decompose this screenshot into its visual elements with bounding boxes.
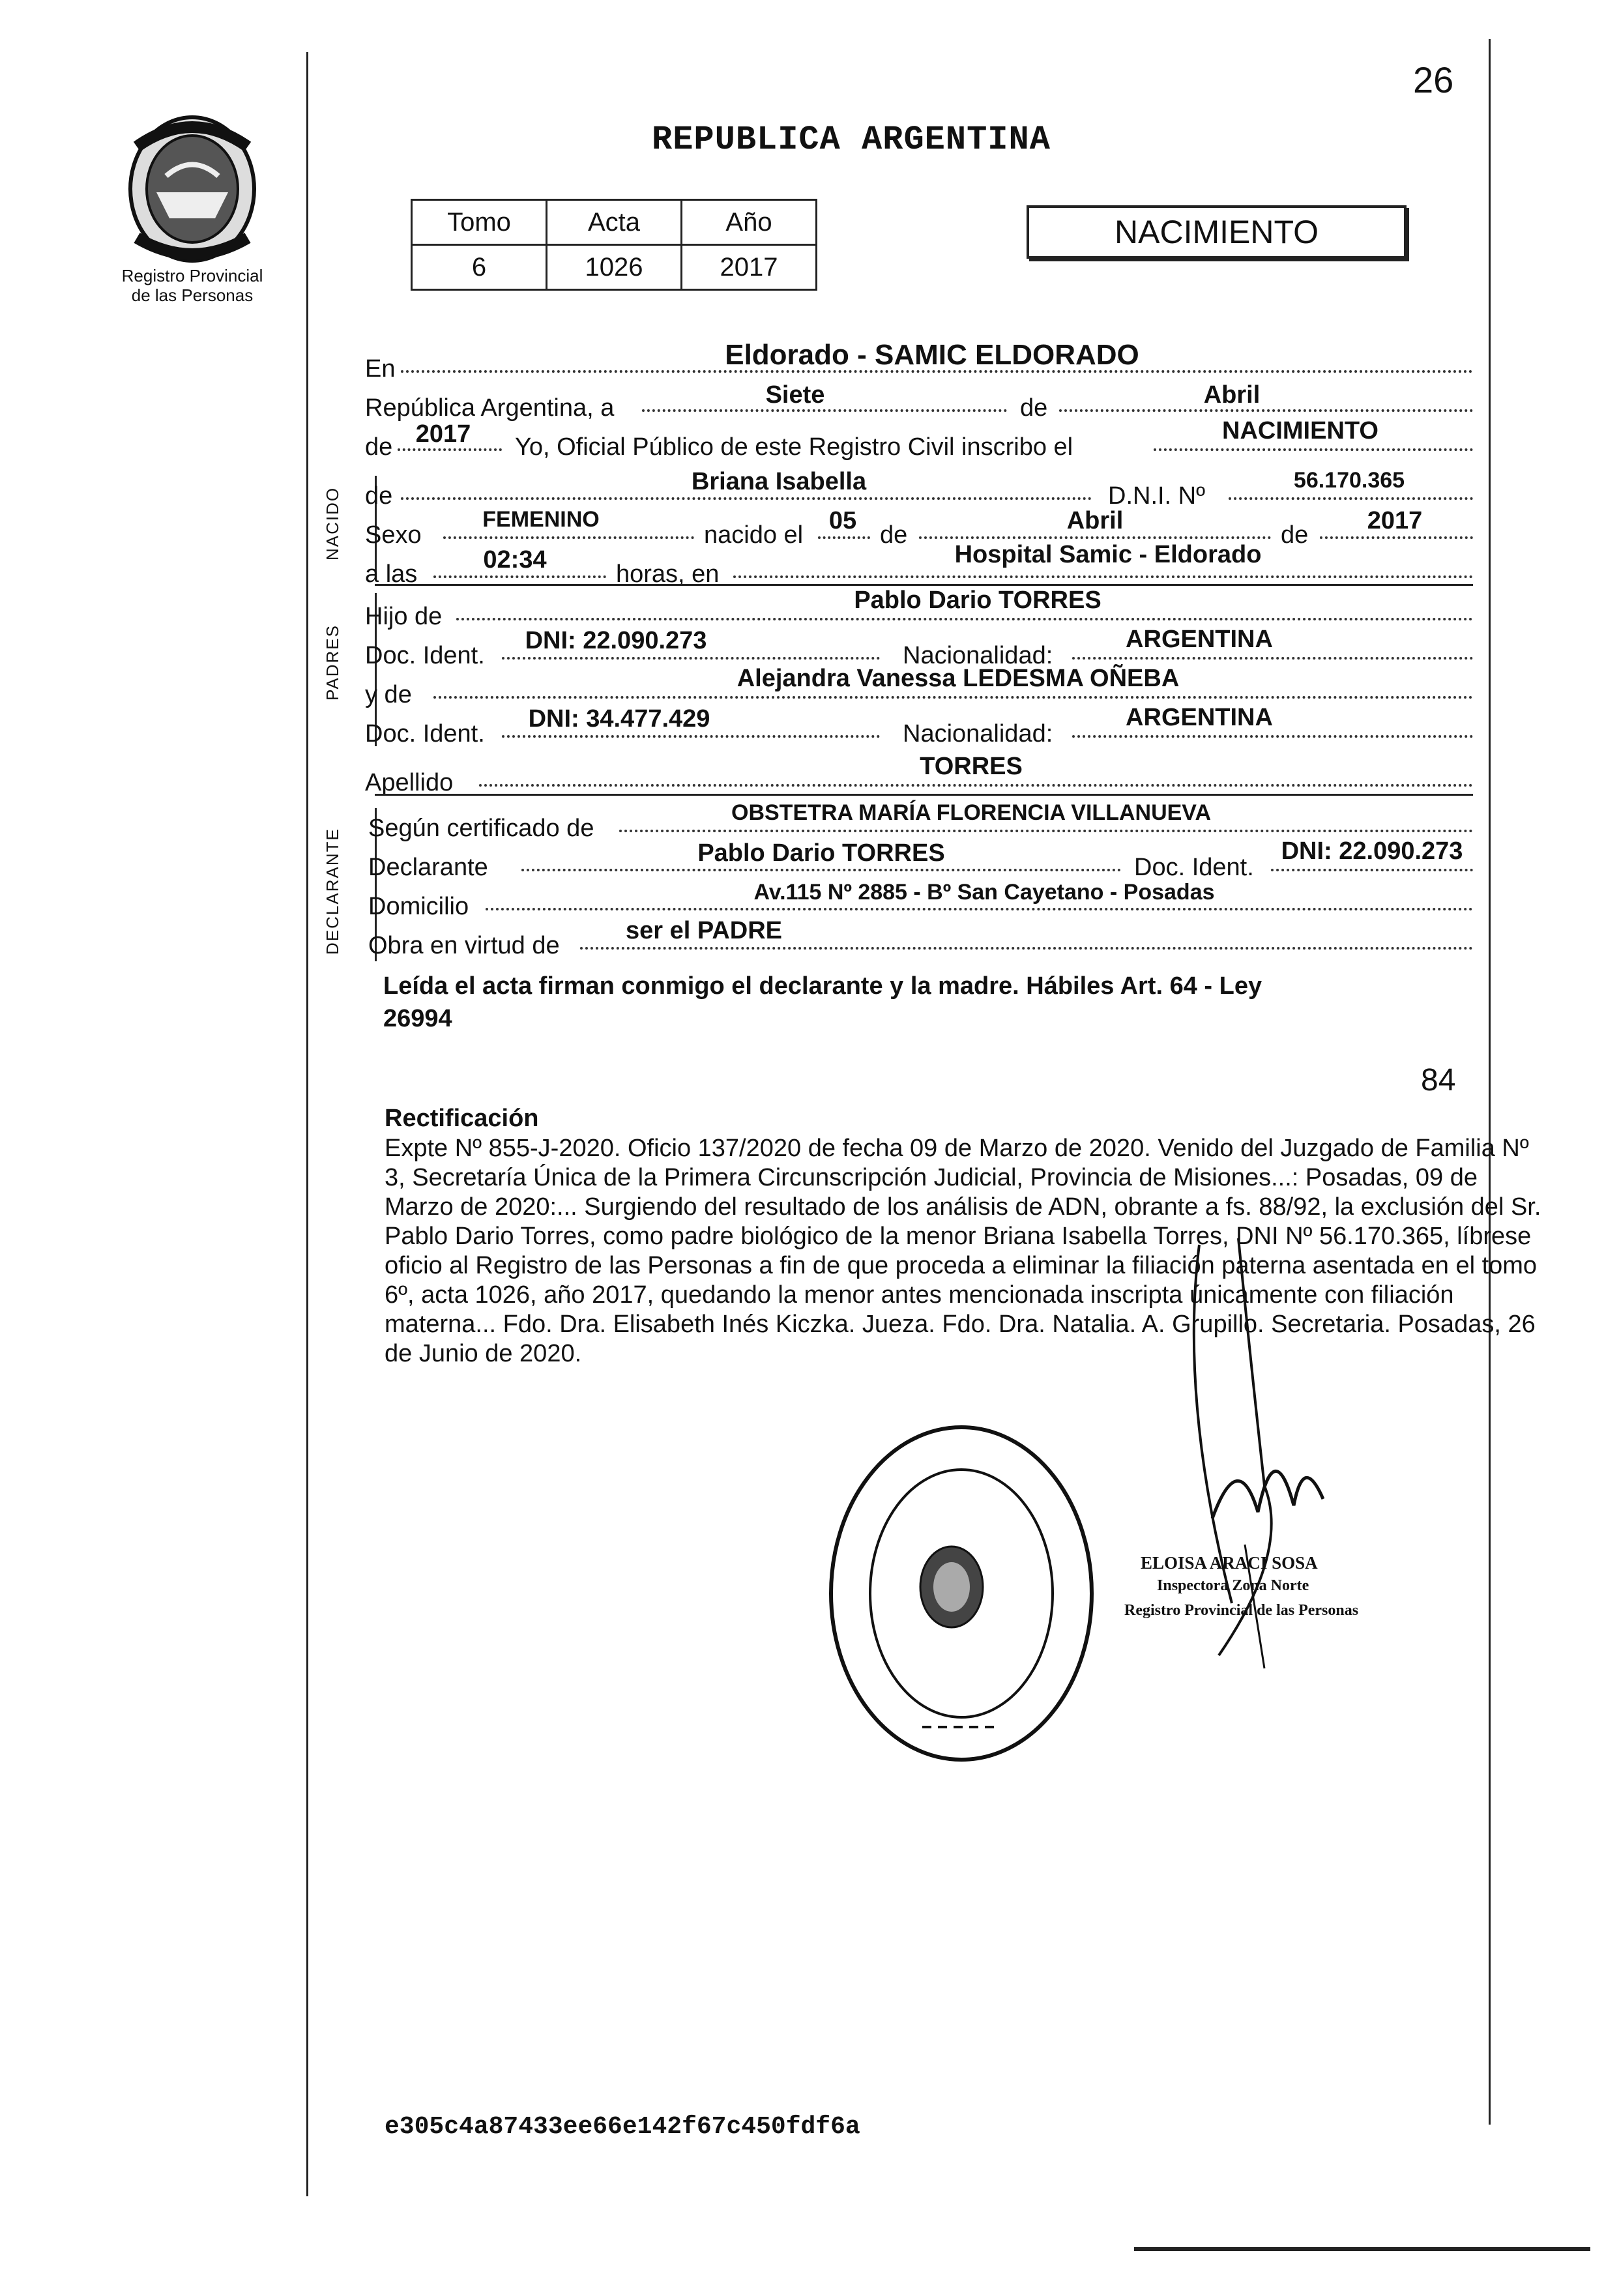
logo-caption <box>104 266 280 305</box>
provincial-seal-logo <box>117 108 267 274</box>
de-label-2: de <box>880 521 908 549</box>
domicilio-value: Av.115 Nº 2885 - Bº San Cayetano - Posadas <box>753 880 1215 905</box>
mother-doc: DNI: 34.477.429 <box>528 705 710 733</box>
closing-line1: Leída el acta firman conmigo el declarante y la madre. Hábiles Art. 64 - Ley <box>383 972 1262 1000</box>
dotted-line <box>521 869 1121 871</box>
official-stamp <box>824 1421 1098 1766</box>
dotted-line <box>502 657 880 660</box>
dotted-line <box>1072 735 1473 738</box>
en-label: En <box>365 355 396 383</box>
dni-label: D.N.I. Nº <box>1108 482 1205 510</box>
birth-month: Abril <box>1066 507 1124 534</box>
father-nat-label: Nacionalidad: <box>903 642 1053 669</box>
bottom-rule <box>1134 2247 1590 2251</box>
signature-role: Inspectora Zona Norte <box>1157 1577 1309 1594</box>
value-tomo: 6 <box>412 245 547 290</box>
republica-label: República Argentina, a <box>365 394 615 422</box>
page-number: 26 <box>1413 59 1454 100</box>
record-table <box>411 199 817 291</box>
rectificacion-body: Expte Nº 855-J-2020. Oficio 137/2020 de fecha 09 de Marzo de 2020. Venido del Juzgado de Familia Nº 3, Secretaría Única de la Primera Circunscripción Judicial, Provincia de Misiones...: Posadas, 09 de Marzo de 2020:... Surgiendo del resultado de los análisis de ADN, obrante a fs. 88/92, la exclusión del Sr. Pablo Dario Torres, como padre biológico de la menor Briana Isabella Torres, DNI Nº 56.170.365, líbrese oficio al Registro de las Personas a fin de que proceda a eliminar la filiación paterna asentada en el tomo 6º, acta 1026, año 2017, quedando la menor antes mencionada inscripta únicamente con filiación materna... Fdo. Dra. Elisabeth Inés Kiczka. Jueza. Fdo. Dra. Natalia. A. Grupillo. Secretaria. Posadas, 26 de Junio de 2020. <box>385 1135 1541 1367</box>
dotted-line <box>443 536 694 539</box>
closing-line2: 26994 <box>383 1005 452 1032</box>
apellido-label: Apellido <box>365 769 454 796</box>
apellido-value: TORRES <box>920 753 1023 780</box>
section-divider <box>375 584 1473 586</box>
act-type-box: NACIMIENTO <box>1027 205 1407 259</box>
y-de-label: y de <box>365 681 412 708</box>
act-value: NACIMIENTO <box>1222 417 1378 444</box>
cert-label: Según certificado de <box>368 815 594 842</box>
header-ano: Año <box>682 200 817 245</box>
header-tomo: Tomo <box>412 200 547 245</box>
dotted-line <box>401 497 1092 500</box>
decl-doc-label: Doc. Ident. <box>1134 854 1254 881</box>
padres-section-label: PADRES <box>323 624 342 701</box>
dotted-line <box>486 908 1473 910</box>
closing-text <box>383 970 1262 1035</box>
decl-doc-value: DNI: 22.090.273 <box>1281 837 1463 865</box>
nacido-el-label: nacido el <box>704 521 804 549</box>
year-value: 2017 <box>415 420 471 448</box>
dotted-line <box>919 536 1271 539</box>
value-acta: 1026 <box>547 245 682 290</box>
rectificacion-title: Rectificación <box>385 1105 539 1132</box>
mother-name: Alejandra Vanessa LEDESMA OÑEBA <box>737 665 1180 692</box>
obra-value: ser el PADRE <box>625 917 783 944</box>
de-name-label: de <box>365 482 393 510</box>
value-ano: 2017 <box>682 245 817 290</box>
hijo-de-label: Hijo de <box>365 603 443 630</box>
father-name: Pablo Dario TORRES <box>854 587 1101 614</box>
a-las-label: a las <box>365 560 418 588</box>
declarante-label: Declarante <box>368 854 488 881</box>
child-dni: 56.170.365 <box>1293 468 1405 493</box>
dotted-line <box>398 448 502 451</box>
declarante-value: Pablo Dario TORRES <box>697 839 945 867</box>
dotted-line <box>1059 409 1473 412</box>
birth-place: Hospital Samic - Eldorado <box>954 541 1262 568</box>
obra-label: Obra en virtud de <box>368 932 560 959</box>
mother-doc-label: Doc. Ident. <box>365 720 485 748</box>
sexo-value: FEMENINO <box>482 507 600 532</box>
horas-label: horas, en <box>616 560 720 588</box>
cert-value: OBSTETRA MARÍA FLORENCIA VILLANUEVA <box>731 800 1212 825</box>
dotted-line <box>1320 536 1473 539</box>
logo-caption-line2: de las Personas <box>131 285 254 305</box>
month-value: Abril <box>1203 381 1261 409</box>
dotted-line <box>1154 448 1473 451</box>
signature-office: Registro Provincial de las Personas <box>1124 1602 1359 1619</box>
header-acta: Acta <box>547 200 682 245</box>
document-title: REPUBLICA ARGENTINA <box>652 121 1051 159</box>
child-name: Briana Isabella <box>691 468 867 495</box>
dotted-line <box>479 784 1473 787</box>
de2-label: de <box>365 433 393 461</box>
sexo-label: Sexo <box>365 521 422 549</box>
father-doc: DNI: 22.090.273 <box>525 627 707 654</box>
dotted-line <box>1229 497 1473 500</box>
dotted-line <box>619 830 1473 832</box>
mother-nat-label: Nacionalidad: <box>903 720 1053 748</box>
birth-day: 05 <box>828 507 857 534</box>
section-divider <box>375 794 1473 796</box>
document-hash: e305c4a87433ee66e142f67c450fdf6a <box>385 2113 860 2141</box>
dotted-line <box>642 409 1007 412</box>
dotted-line <box>818 536 870 539</box>
dotted-line <box>1271 869 1473 871</box>
dotted-line <box>580 947 1473 950</box>
de-label: de <box>1020 394 1048 422</box>
dotted-line <box>456 618 1473 620</box>
left-margin-line <box>306 52 308 2196</box>
dotted-line <box>1072 657 1473 660</box>
father-nationality: ARGENTINA <box>1126 626 1273 653</box>
de-label-3: de <box>1281 521 1309 549</box>
place-value: Eldorado - SAMIC ELDORADO <box>725 339 1139 371</box>
birth-year: 2017 <box>1367 507 1423 534</box>
nacido-section-label: NACIDO <box>323 486 342 560</box>
dotted-line <box>433 696 1473 699</box>
day-value: Siete <box>765 381 825 409</box>
rectificacion-number: 84 <box>1421 1063 1456 1097</box>
right-margin-line <box>1489 39 1491 2125</box>
father-doc-label: Doc. Ident. <box>365 642 485 669</box>
signature-name: ELOISA ARACI SOSA <box>1141 1553 1318 1573</box>
dotted-line <box>733 575 1473 578</box>
logo-caption-line1: Registro Provincial <box>121 266 263 285</box>
birth-time: 02:34 <box>483 546 547 574</box>
mother-nationality: ARGENTINA <box>1126 704 1273 731</box>
dotted-line <box>433 575 606 578</box>
oficial-text: Yo, Oficial Público de este Registro Civil inscribo el <box>515 433 1073 461</box>
dotted-line <box>502 735 880 738</box>
declarante-section-label: DECLARANTE <box>323 828 342 955</box>
domicilio-label: Domicilio <box>368 893 469 920</box>
